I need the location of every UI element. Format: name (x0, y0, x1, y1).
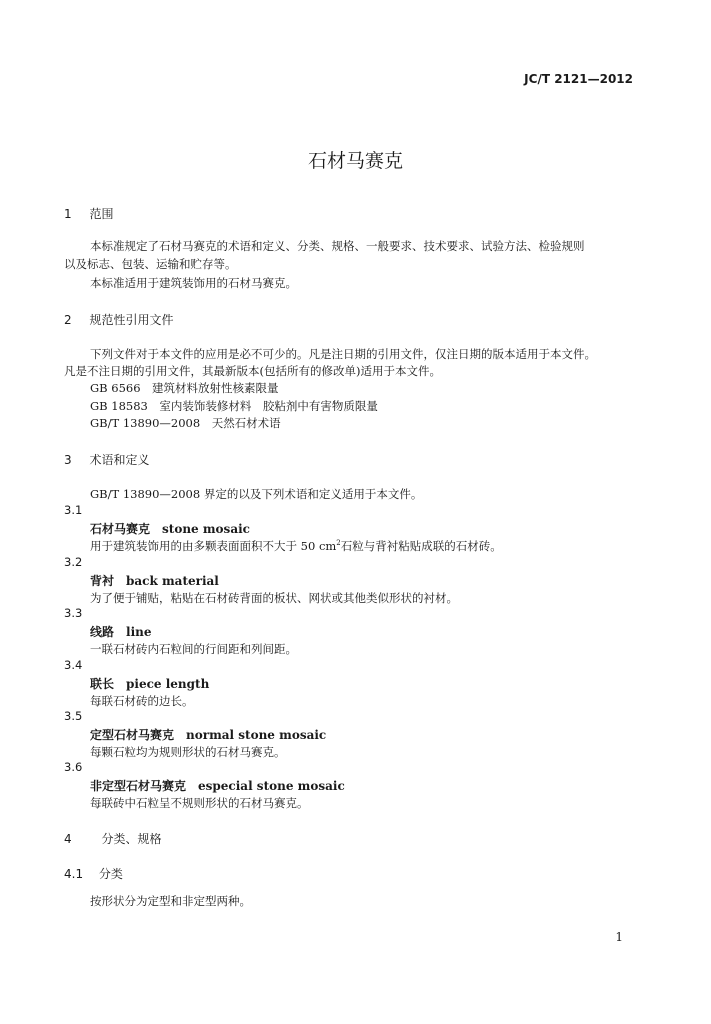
term-zh: 定型石材马赛克 (90, 728, 175, 742)
paragraph: 凡是不注日期的引用文件，其最新版本(包括所有的修改单)适用于本文件。 (64, 364, 441, 378)
term-number: 3.4 (64, 658, 83, 672)
section-number: 1 (64, 207, 72, 221)
paragraph: 下列文件对于本文件的应用是必不可少的。凡是注日期的引用文件，仅注日期的版本适用于本文件。 (90, 347, 596, 361)
term-heading (90, 572, 219, 589)
section-2-heading (64, 311, 173, 328)
section-title: 分类 (98, 867, 123, 881)
section-number: 4.1 (64, 867, 84, 881)
page-number: 1 (615, 930, 623, 944)
paragraph: 以及标志、包装、运输和贮存等。 (64, 257, 237, 271)
term-number: 3.3 (64, 606, 83, 620)
term-zh: 非定型石材马赛克 (90, 779, 187, 793)
document-title: 石材马赛克 (307, 150, 403, 172)
term-definition: 一联石材砖内石粒间的行间距和列间距。 (90, 642, 297, 656)
paragraph: GB/T 13890—2008 界定的以及下列术语和定义适用于本文件。 (90, 487, 423, 501)
term-heading (90, 726, 326, 743)
section-number: 4 (64, 832, 72, 846)
section-title: 范围 (89, 207, 114, 221)
paragraph: 按形状分为定型和非定型两种。 (90, 894, 251, 908)
term-definition: 每联石材砖的边长。 (90, 694, 194, 708)
term-zh: 石材马赛克 (90, 522, 151, 536)
paragraph: 本标准适用于建筑装饰用的石材马赛克。 (90, 276, 297, 290)
term-definition: 用于建筑装饰用的由多颗表面面积不大于 50 $cm^2$石粒与背衬粘贴成联的石材砖。 (90, 539, 502, 553)
section-3-heading (64, 451, 149, 468)
section-number: 2 (64, 313, 72, 327)
term-definition: 每联砖中石粒呈不规则形状的石材马赛克。 (90, 796, 309, 810)
reference-item: GB 6566 建筑材料放射性核素限量 (90, 381, 279, 395)
paragraph: 本标准规定了石材马赛克的术语和定义、分类、规格、一般要求、技术要求、试验方法、检验规则 (90, 239, 585, 253)
term-number: 3.6 (64, 760, 83, 774)
term-number: 3.5 (64, 709, 83, 723)
term-heading (90, 623, 152, 640)
term-en: stone mosaic (162, 522, 250, 536)
term-heading (90, 777, 345, 794)
reference-item: GB/T 13890—2008 天然石材术语 (90, 416, 281, 430)
term-en: back material (126, 574, 219, 588)
term-en: normal stone mosaic (186, 728, 327, 742)
term-heading (90, 675, 209, 692)
term-definition: 每颗石粒均为规则形状的石材马赛克。 (90, 745, 286, 759)
section-title: 分类、规格 (101, 832, 162, 846)
term-zh: 背衬 (90, 574, 115, 588)
section-4-heading (64, 830, 161, 847)
term-zh: 联长 (90, 677, 115, 691)
term-heading (90, 520, 250, 537)
term-en: line (126, 625, 152, 639)
standard-code: JC/T 2121—2012 (524, 72, 633, 86)
term-zh: 线路 (90, 625, 115, 639)
subsection-4-1-heading (64, 865, 123, 882)
section-title: 规范性引用文件 (89, 313, 174, 327)
reference-item: GB 18583 室内装饰装修材料 胶粘剂中有害物质限量 (90, 399, 378, 413)
term-en: especial stone mosaic (198, 779, 345, 793)
term-number: 3.2 (64, 555, 83, 569)
term-en: piece length (126, 677, 210, 691)
section-1-heading (64, 205, 113, 222)
section-title: 术语和定义 (89, 453, 150, 467)
term-number: 3.1 (64, 503, 83, 517)
term-definition: 为了便于铺贴，粘贴在石材砖背面的板状、网状或其他类似形状的衬材。 (90, 591, 458, 605)
section-number: 3 (64, 453, 72, 467)
